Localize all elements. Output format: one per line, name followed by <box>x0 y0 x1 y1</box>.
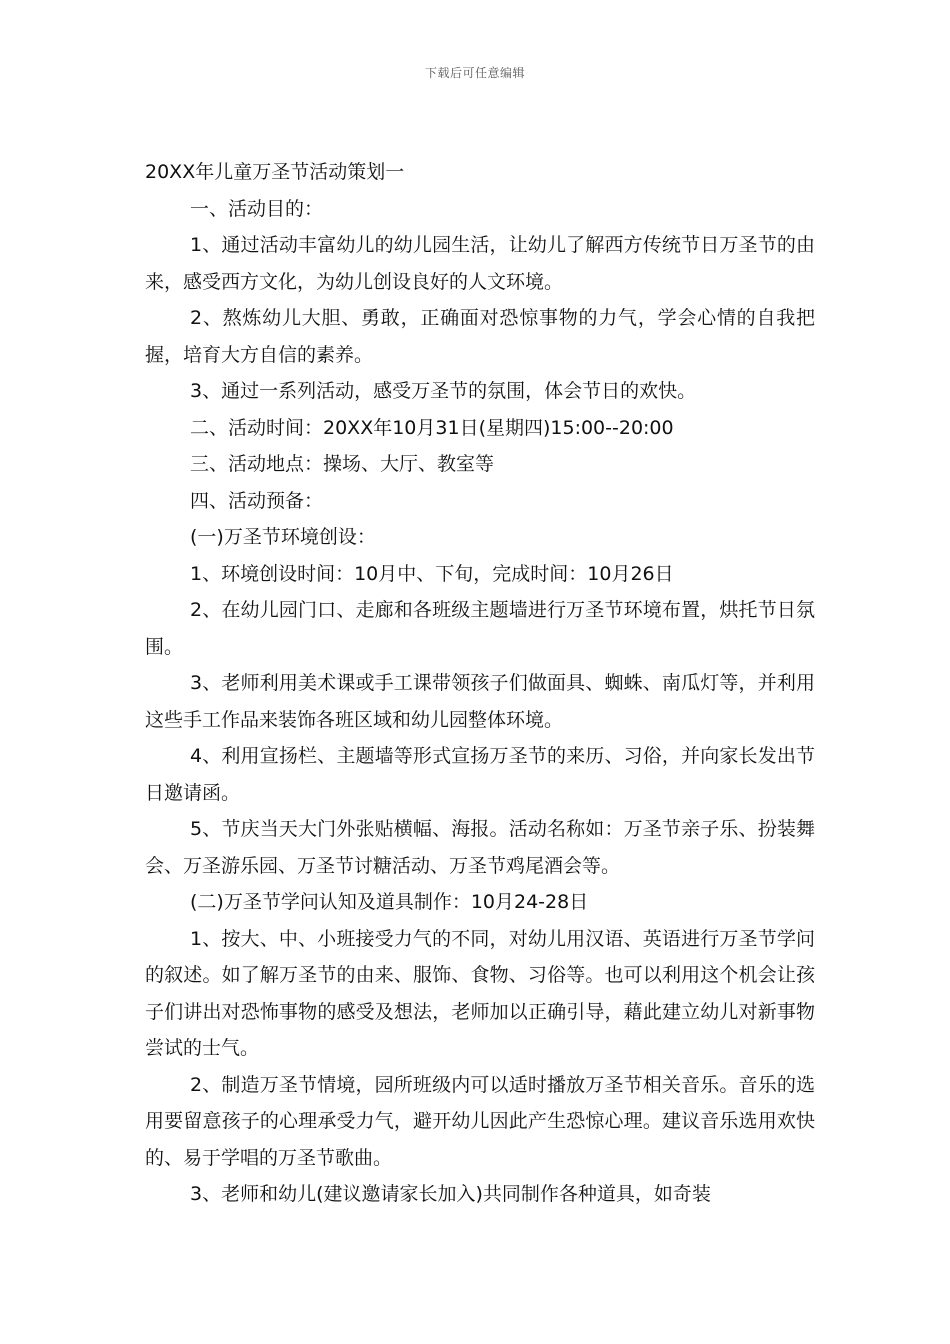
paragraph: 1、通过活动丰富幼儿的幼儿园生活，让幼儿了解西方传统节日万圣节的由来，感受西方文化，为幼儿创设良好的人文环境。 <box>145 234 815 293</box>
paragraph: 3、老师利用美术课或手工课带领孩子们做面具、蜘蛛、南瓜灯等，并利用这些手工作品来装饰各班区域和幼儿园整体环境。 <box>145 672 815 731</box>
paragraph: 2、在幼儿园门口、走廊和各班级主题墙进行万圣节环境布置，烘托节日氛围。 <box>145 599 815 658</box>
paragraph: 1、环境创设时间：10月中、下旬，完成时间：10月26日 <box>190 562 674 585</box>
paragraph: 四、活动预备： <box>190 489 324 512</box>
paragraph: 2、熬炼幼儿大胆、勇敢，正确面对恐惊事物的力气，学会心情的自我把握，培育大方自信的素养。 <box>145 307 815 366</box>
paragraph: 二、活动时间：20XX年10月31日(星期四)15:00--20:00 <box>190 416 674 439</box>
paragraph: 1、按大、中、小班接受力气的不同，对幼儿用汉语、英语进行万圣节学问的叙述。如了解万圣节的由来、服饰、食物、习俗等。也可以利用这个机会让孩子们讲出对恐怖事物的感受及想法，老师加以正确引导，藉此建立幼儿对新事物尝试的士气。 <box>145 927 815 1059</box>
document-title: 20XX年儿童万圣节活动策划一 <box>145 161 405 183</box>
document-body <box>145 154 815 1213</box>
paragraph: 一、活动目的： <box>190 197 324 220</box>
paragraph: 2、制造万圣节情境，园所班级内可以适时播放万圣节相关音乐。音乐的选用要留意孩子的心理承受力气，避开幼儿因此产生恐惊心理。建议音乐选用欢快的、易于学唱的万圣节歌曲。 <box>145 1073 815 1169</box>
paragraph: 5、节庆当天大门外张贴横幅、海报。活动名称如：万圣节亲子乐、扮装舞会、万圣游乐园、万圣节讨糖活动、万圣节鸡尾酒会等。 <box>145 818 815 877</box>
page-header-note: 下载后可任意编辑 <box>424 66 525 80</box>
paragraph: 3、通过一系列活动，感受万圣节的氛围，体会节日的欢快。 <box>190 380 697 402</box>
paragraph: 三、活动地点：操场、大厅、教室等 <box>190 453 495 475</box>
paragraph: (二)万圣节学问认知及道具制作：10月24-28日 <box>190 891 589 913</box>
paragraph: 4、利用宣扬栏、主题墙等形式宣扬万圣节的来历、习俗，并向家长发出节日邀请函。 <box>145 745 815 804</box>
paragraph: 3、老师和幼儿(建议邀请家长加入)共同制作各种道具，如奇装 <box>190 1183 711 1205</box>
paragraph: (一)万圣节环境创设： <box>190 526 376 548</box>
